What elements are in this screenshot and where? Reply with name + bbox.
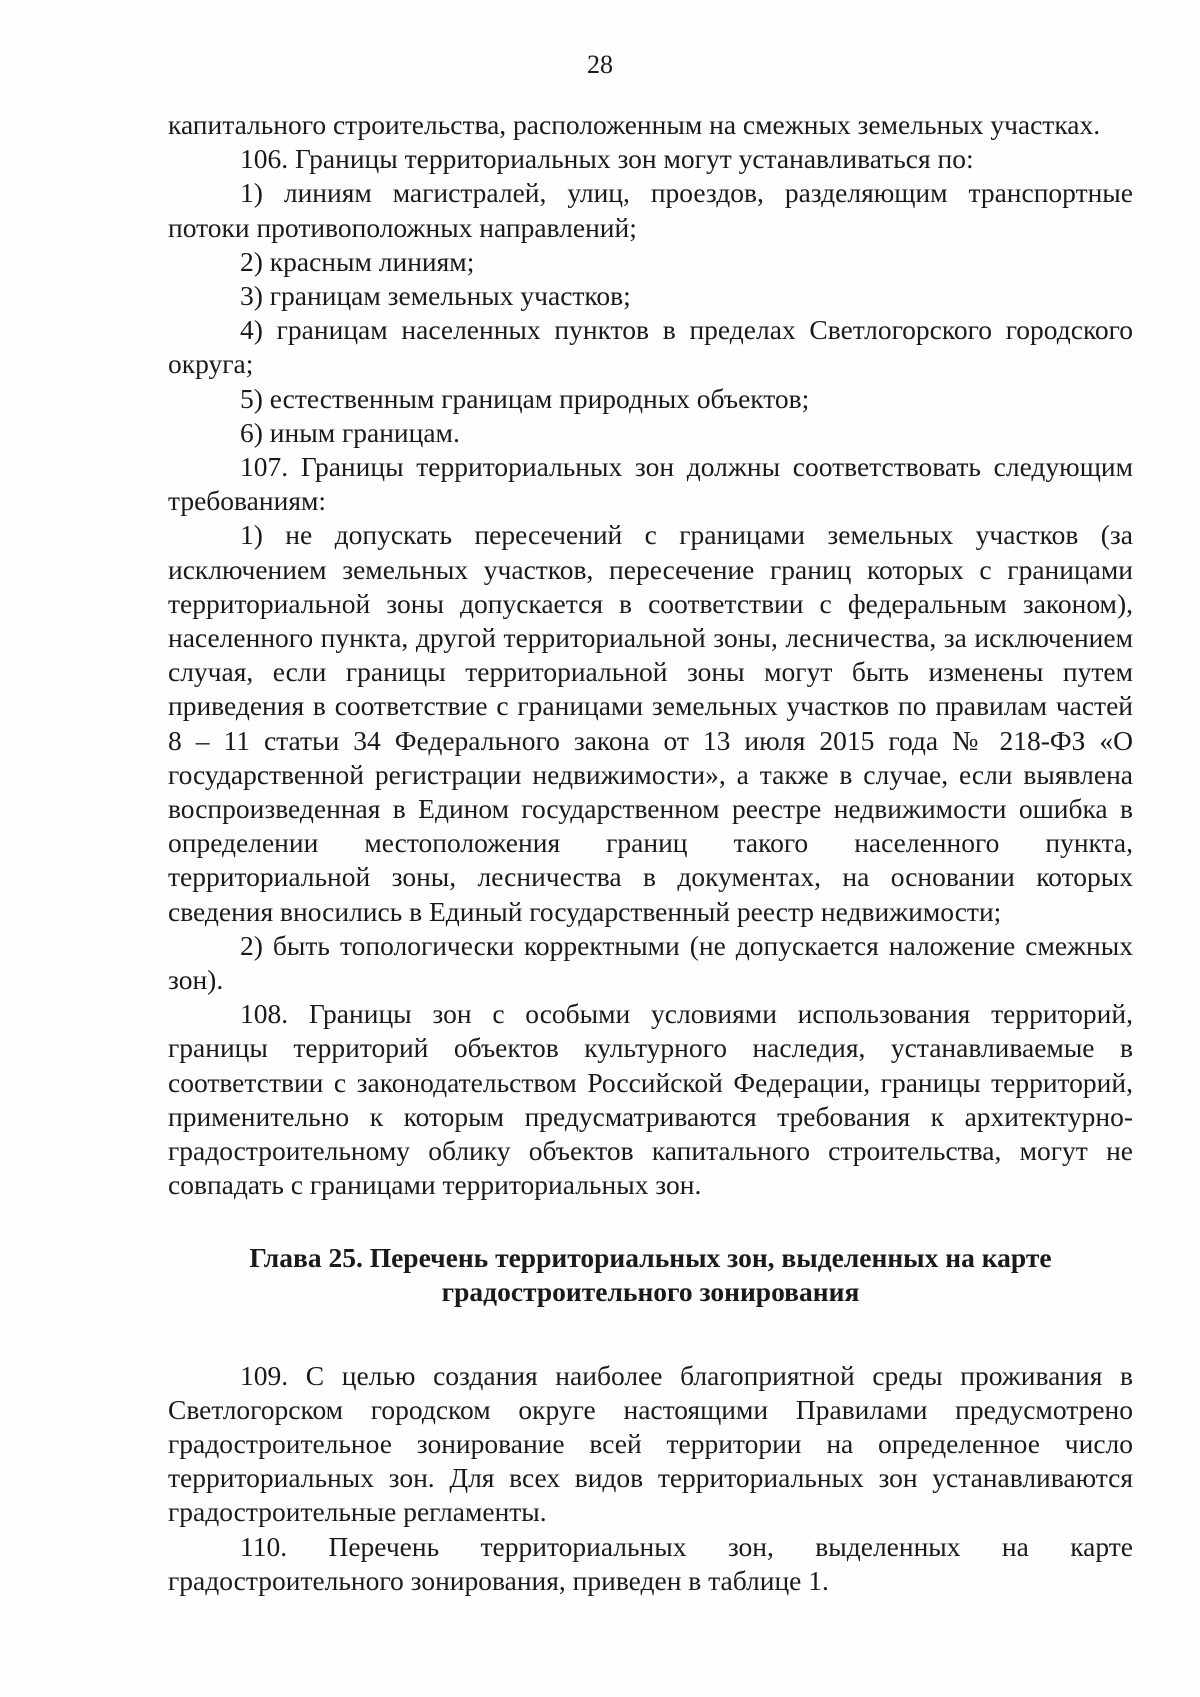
paragraph-106-1: 1) линиям магистралей, улиц, проездов, разделяющим транспортные потоки противоположных направлений; — [168, 177, 1133, 243]
paragraph-108: 108. Границы зон с особыми условиями использования территорий, границы территорий объектов культурного наследия, устанавливаемые в соответствии с законодательством Российской Федерации, границы территорий, применительно к которым предусматриваются требования к архитектурно-градостроительному облику объектов капитального строительства, могут не совпадать с границами территориальных зон. — [168, 998, 1133, 1201]
document-body — [168, 108, 1133, 1598]
chapter-heading — [168, 1241, 1133, 1309]
paragraph-110: 110. Перечень территориальных зон, выделенных на карте градостроительного зонирования, приведен в таблице 1. — [168, 1530, 1133, 1596]
paragraph-107-2: 2) быть топологически корректными (не допускается наложение смежных зон). — [168, 929, 1133, 996]
chapter-heading-line-2: градостроительного зонирования — [441, 1275, 860, 1307]
paragraph-106-5: 5) естественным границам природных объектов; — [240, 382, 810, 414]
paragraph-106-3: 3) границам земельных участков; — [240, 280, 631, 312]
paragraph-106-6: 6) иным границам. — [240, 416, 460, 448]
paragraph-group-bottom — [168, 1359, 1133, 1598]
paragraph-109: 109. С целью создания наиболее благоприятной среды проживания в Светлогорском городском округе настоящими Правилами предусмотрено градостроительное зонирование всей территории на определенное число территориальных зон. Для всех видов территориальных зон устанавливаются градостроительные регламенты. — [168, 1359, 1133, 1528]
paragraph-group-top — [168, 108, 1133, 1203]
paragraph-continuation: капитального строительства, расположенным на смежных земельных участках. — [168, 109, 1101, 140]
chapter-heading-line-1: Глава 25. Перечень территориальных зон, выделенных на карте — [249, 1241, 1052, 1273]
paragraph-106-4: 4) границам населенных пунктов в пределах Светлогорского городского округа; — [168, 314, 1133, 380]
paragraph-106-2: 2) красным линиям; — [240, 245, 475, 277]
page-number: 28 — [587, 50, 613, 79]
paragraph-107-1: 1) не допускать пересечений с границами земельных участков (за исключением земельных участков, пересечение границ которых с границами территориальной зоны допускается в соответствии с федеральным законом), населенного пункта, другой территориальной зоны, лесничества, за исключением случая, если границы территориальной зоны могут быть изменены путем приведения в соответствие с границами земельных участков по правилам частей 8 – 11 статьи 34 Федерального закона от 13 июля 2015 года № 218-ФЗ «О государственной регистрации недвижимости», а также в случае, если выявлена воспроизведенная в Едином государственном реестре недвижимости ошибка в определении местоположения границ такого населенного пункта, территориальной зоны, лесничества в документах, на основании которых сведения вносились в Единый государственный реестр недвижимости; — [168, 519, 1133, 927]
paragraph-106: 106. Границы территориальных зон могут устанавливаться по: — [240, 143, 974, 175]
paragraph-107: 107. Границы территориальных зон должны соответствовать следующим требованиям: — [168, 451, 1133, 517]
